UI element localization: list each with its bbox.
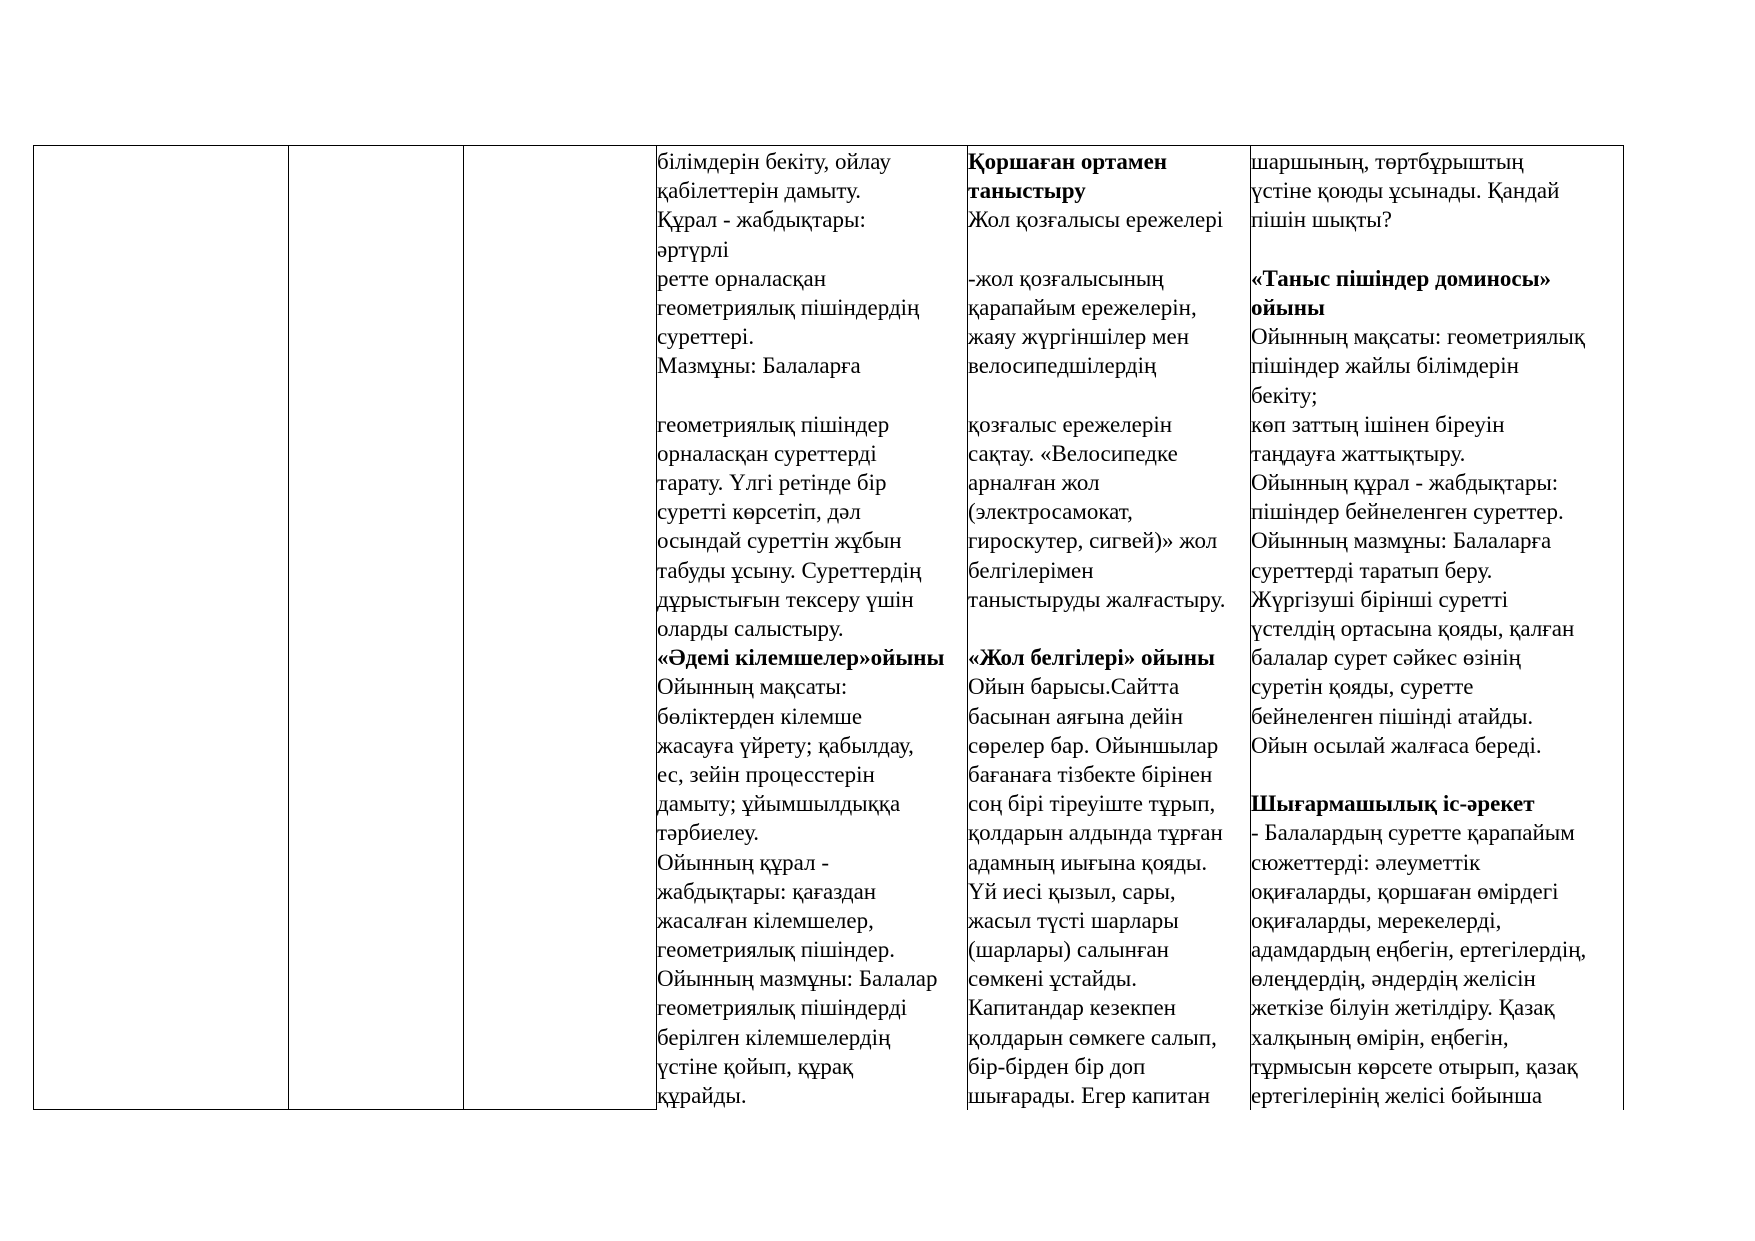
text-line: үстелдің ортасына қояды, қалған bbox=[1251, 616, 1575, 641]
text-line: қозғалыс ережелерін bbox=[968, 411, 1173, 437]
text-line bbox=[968, 235, 1250, 264]
text-line: сюжеттерді: әлеуметтік bbox=[1251, 849, 1481, 875]
text-line: бекіту; bbox=[1251, 382, 1318, 408]
text-line: -жол қозғалысының bbox=[968, 265, 1164, 291]
table-top-border bbox=[33, 145, 1624, 146]
table-cell-plan-column-5 bbox=[968, 147, 1250, 1109]
text-line: Ойынның құрал - bbox=[657, 849, 829, 875]
text-line: пішін шықты? bbox=[1251, 207, 1392, 233]
table-border-right bbox=[1623, 145, 1624, 1110]
text-line: халқының өмірін, еңбегін, bbox=[1251, 1024, 1509, 1050]
text-line: жаяу жүргіншілер мен bbox=[968, 324, 1190, 350]
text-line: орналасқан суреттерді bbox=[657, 440, 877, 466]
text-line: Ойын барысы.Сайтта bbox=[968, 674, 1180, 700]
text-line: Ойынның мазмұны: Балалар bbox=[657, 966, 938, 992]
text-line: соң бірі тіреуіште тұрып, bbox=[968, 791, 1216, 817]
text-line: бір-бірден бір доп bbox=[968, 1053, 1146, 1079]
text-line: қолдарын алдында тұрған bbox=[968, 820, 1223, 846]
text-line: геометриялық пішіндер bbox=[657, 411, 890, 437]
text-line: қолдарын сөмкеге салып, bbox=[968, 1024, 1217, 1050]
text-line: құрайды. bbox=[657, 1083, 747, 1108]
section-heading-line: Шығармашылық іс-әрекет bbox=[1251, 791, 1535, 817]
text-line: бөліктерден кілемше bbox=[657, 703, 863, 729]
text-line: жасалған кілемшелер, bbox=[657, 907, 874, 933]
text-line: табуды ұсыну. Суреттердің bbox=[657, 557, 922, 583]
text-line: бейнеленген пішінді атайды. bbox=[1251, 703, 1534, 729]
text-line: Мазмұны: Балаларға bbox=[657, 353, 861, 379]
section-heading-line: ойыны bbox=[1251, 294, 1325, 320]
table-border-left bbox=[33, 145, 34, 1110]
text-line: қабілеттерін дамыту. bbox=[657, 178, 862, 204]
text-line: қарапайым ережелерін, bbox=[968, 294, 1197, 320]
text-line: гироскутер, сигвей)» жол bbox=[968, 528, 1218, 554]
text-line: суреттерді таратып беру. bbox=[1251, 557, 1493, 583]
text-line: үстіне қоюды ұсынады. Қандай bbox=[1251, 178, 1560, 204]
text-line: Ойынның мақсаты: геометриялық bbox=[1251, 324, 1586, 350]
section-heading-line: таныстыру bbox=[968, 178, 1086, 204]
text-line: геометриялық пішіндерді bbox=[657, 995, 908, 1021]
text-line: тәрбиелеу. bbox=[657, 820, 760, 846]
text-line: ес, зейін процесстерін bbox=[657, 761, 875, 787]
text-line: Ойын осылай жалғаса береді. bbox=[1251, 732, 1542, 758]
text-line bbox=[968, 381, 1250, 410]
text-line: тарату. Үлгі ретінде бір bbox=[657, 470, 887, 496]
text-line: геометриялық пішіндердің bbox=[657, 294, 920, 320]
text-line: Жүргізуші бірінші суретті bbox=[1251, 586, 1509, 612]
text-line: оқиғаларды, мерекелерді, bbox=[1251, 907, 1502, 933]
text-line: велосипедшілердің bbox=[968, 353, 1157, 379]
text-line bbox=[1251, 235, 1622, 264]
table-cell-plan-column-6 bbox=[1251, 147, 1622, 1109]
text-line: оқиғаларды, қоршаған өмірдегі bbox=[1251, 878, 1559, 904]
text-line: тұрмысын көрсете отырып, қазақ bbox=[1251, 1053, 1578, 1079]
text-line: жеткізе білуін жетілдіру. Қазақ bbox=[1251, 995, 1555, 1021]
section-heading-line: «Жол белгілері» ойыны bbox=[968, 645, 1215, 671]
text-line: адамның иығына қояды. bbox=[968, 849, 1208, 875]
text-line: шаршының, төртбұрыштың bbox=[1251, 149, 1524, 174]
text-line: жасыл түсті шарлары bbox=[968, 907, 1179, 933]
text-line: өлеңдердің, әндердің желісін bbox=[1251, 966, 1536, 992]
text-line: арналған жол bbox=[968, 470, 1100, 496]
text-line: суретті көрсетіп, дәл bbox=[657, 499, 861, 525]
table-bottom-border bbox=[33, 1109, 656, 1110]
text-line: оларды салыстыру. bbox=[657, 616, 844, 641]
text-line: білімдерін бекіту, ойлау bbox=[657, 149, 891, 174]
text-line: үстіне қойып, құрақ bbox=[657, 1053, 854, 1079]
text-line: Ойынның мазмұны: Балаларға bbox=[1251, 528, 1552, 554]
text-line: шығарады. Егер капитан bbox=[968, 1083, 1211, 1108]
text-line: көп заттың ішінен біреуін bbox=[1251, 411, 1505, 437]
text-line: таныстыруды жалғастыру. bbox=[968, 586, 1226, 612]
text-line: әртүрлі bbox=[657, 236, 730, 262]
section-heading-line: «Әдемі кілемшелер»ойыны bbox=[657, 645, 945, 671]
text-line: осындай суреттін жұбын bbox=[657, 528, 902, 554]
text-line: пішіндер жайлы білімдерін bbox=[1251, 353, 1519, 379]
text-line: ретте орналасқан bbox=[657, 265, 827, 291]
text-line: ертегілерінің желісі бойынша bbox=[1251, 1083, 1543, 1108]
text-line: пішіндер бейнеленген суреттер. bbox=[1251, 499, 1564, 525]
text-line bbox=[968, 614, 1250, 643]
text-line: бағанаға тізбекте бірінен bbox=[968, 761, 1213, 787]
text-line: - Балалардың суретте қарапайым bbox=[1251, 820, 1575, 846]
text-line bbox=[657, 381, 967, 410]
text-line: суретін қояды, суретте bbox=[1251, 674, 1474, 700]
text-line: сөрелер бар. Ойыншылар bbox=[968, 732, 1219, 758]
text-line: жабдықтары: қағаздан bbox=[657, 878, 877, 904]
text-line: таңдауға жаттықтыру. bbox=[1251, 440, 1466, 466]
text-line: сақтау. «Велосипедке bbox=[968, 440, 1178, 466]
text-line: дұрыстығын тексеру үшін bbox=[657, 586, 914, 612]
text-line: (электросамокат, bbox=[968, 499, 1133, 525]
text-line: балалар сурет сәйкес өзінің bbox=[1251, 645, 1521, 671]
text-line: берілген кілемшелердің bbox=[657, 1024, 891, 1050]
document-table bbox=[33, 145, 1624, 1110]
text-line: Құрал - жабдықтары: bbox=[657, 207, 866, 233]
text-line: Үй иесі қызыл, сары, bbox=[968, 878, 1176, 904]
text-line: Жол қозғалысы ережелері bbox=[968, 207, 1224, 233]
table-border-2 bbox=[463, 145, 464, 1110]
text-line: геометриялық пішіндер. bbox=[657, 937, 896, 963]
text-line: дамыту; ұйымшылдыққа bbox=[657, 791, 901, 817]
text-line bbox=[1251, 760, 1622, 789]
text-line: адамдардың еңбегін, ертегілердің, bbox=[1251, 937, 1587, 963]
text-line: Капитандар кезекпен bbox=[968, 995, 1176, 1021]
text-line: жасауға үйрету; қабылдау, bbox=[657, 732, 914, 758]
text-line: суреттері. bbox=[657, 324, 755, 350]
text-line: белгілерімен bbox=[968, 557, 1094, 583]
text-line: (шарлары) салынған bbox=[968, 937, 1169, 963]
table-border-1 bbox=[288, 145, 289, 1110]
text-line: Ойынның мақсаты: bbox=[657, 674, 848, 700]
text-line: басынан аяғына дейін bbox=[968, 703, 1184, 729]
text-line: Ойынның құрал - жабдықтары: bbox=[1251, 470, 1559, 496]
section-heading-line: «Таныс пішіндер доминосы» bbox=[1251, 265, 1552, 291]
section-heading-line: Қоршаған ортамен bbox=[968, 149, 1168, 174]
text-line: сөмкені ұстайды. bbox=[968, 966, 1137, 992]
table-cell-plan-column-4 bbox=[657, 147, 967, 1109]
